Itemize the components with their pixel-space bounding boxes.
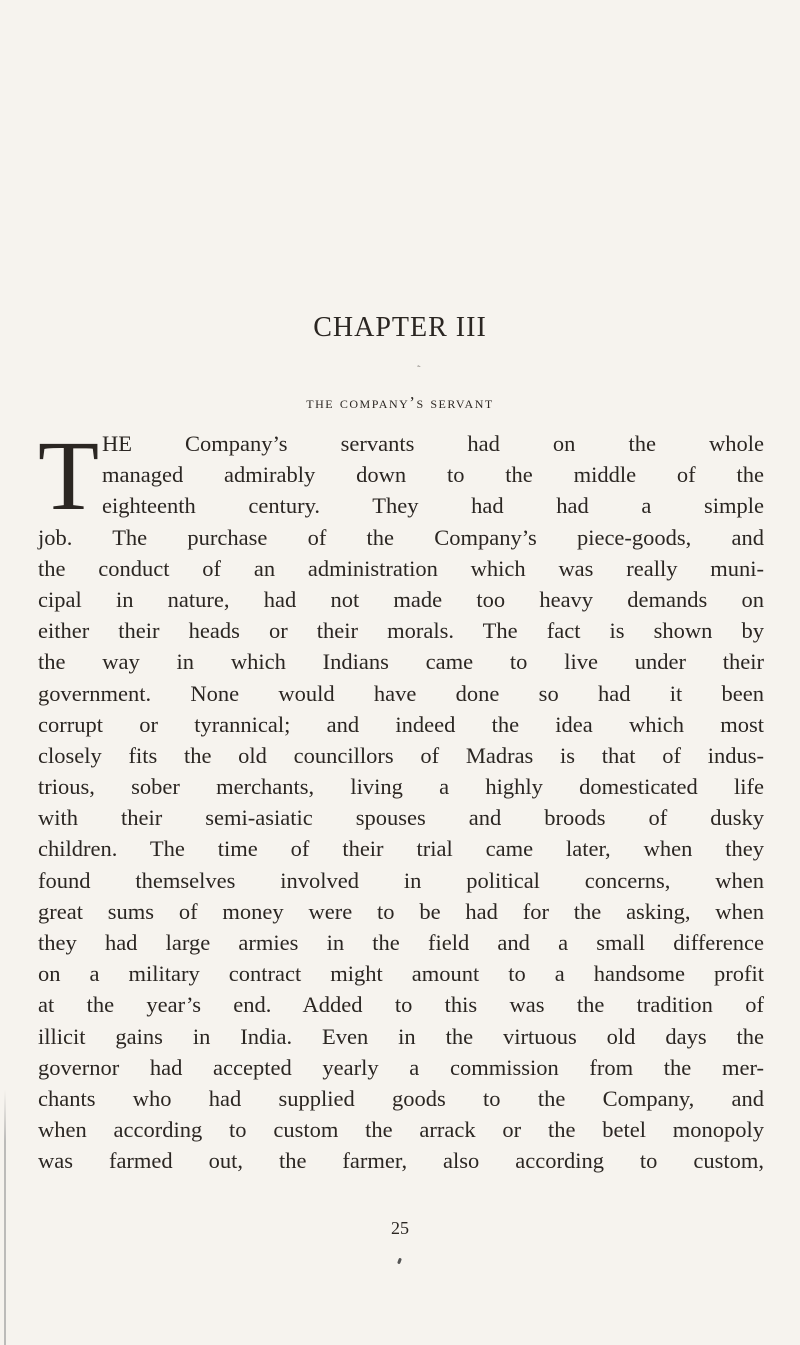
stray-mark: ˏ	[410, 353, 422, 370]
text-line: was farmed out, the farmer, also according to custom,	[38, 1148, 764, 1174]
chapter-title: CHAPTER III	[313, 312, 487, 343]
text-line: found themselves involved in political concerns, when	[38, 867, 764, 893]
text-line: at the year’s end. Added to this was the tradition of	[38, 992, 764, 1018]
text-line: government. None would have done so had it been	[38, 680, 764, 706]
text-line: children. The time of their trial came later, when they	[38, 836, 764, 862]
text-line: with their semi-asiatic spouses and broods of dusky	[38, 805, 764, 831]
text-line: either their heads or their morals. The fact is shown by	[38, 618, 764, 644]
text-line: on a military contract might amount to a handsome profit	[38, 961, 764, 987]
text-line: HE Company’s servants had on the whole	[102, 431, 764, 456]
text-line: cipal in nature, had not made too heavy demands on	[38, 586, 764, 612]
body-text	[38, 420, 764, 1177]
ink-speck	[397, 1258, 402, 1265]
text-line: eighteenth century. They had had a simple	[102, 493, 764, 519]
text-line: managed admirably down to the middle of the	[102, 462, 764, 488]
page-number: 25	[391, 1218, 409, 1238]
text-line: the conduct of an administration which was really muni-	[38, 555, 764, 581]
text-line: governor had accepted yearly a commission from the mer-	[38, 1054, 764, 1080]
text-line: the way in which Indians came to live under their	[38, 649, 764, 675]
text-line: chants who had supplied goods to the Company, and	[38, 1085, 764, 1111]
binding-edge-shadow	[4, 1090, 6, 1345]
text-line: great sums of money were to be had for the asking, when	[38, 898, 764, 924]
chapter-subtitle: the company’s servant	[306, 393, 494, 412]
text-line: job. The purchase of the Company’s piece-goods, and	[38, 524, 764, 550]
drop-cap: T	[38, 420, 100, 531]
text-line: when according to custom the arrack or the betel monopoly	[38, 1117, 764, 1143]
text-line: they had large armies in the field and a small difference	[38, 930, 764, 955]
text-line: trious, sober merchants, living a highly domesticated life	[38, 774, 764, 800]
text-line: closely fits the old councillors of Madras is that of indus-	[38, 742, 764, 768]
text-line: illicit gains in India. Even in the virtuous old days the	[38, 1023, 764, 1049]
text-line: corrupt or tyrannical; and indeed the idea which most	[38, 711, 764, 737]
